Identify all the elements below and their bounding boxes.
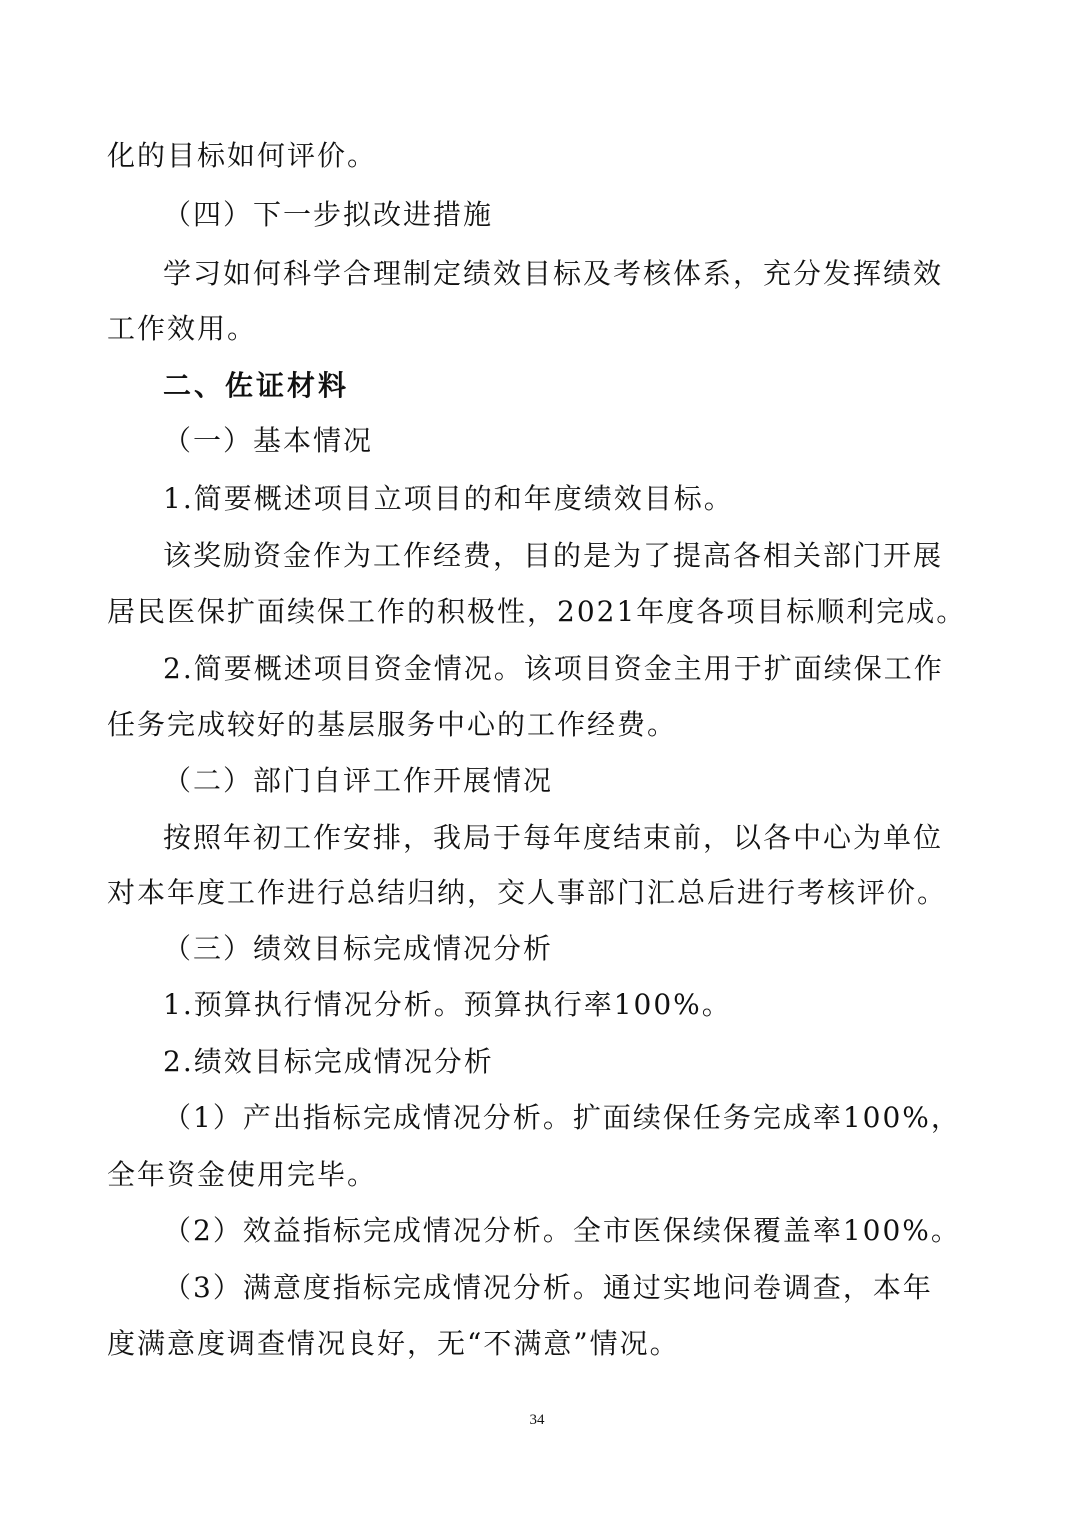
section-subheading: （二）部门自评工作开展情况: [163, 764, 554, 797]
paragraph-line: 度满意度调查情况良好，无“不满意”情况。: [107, 1327, 680, 1360]
paragraph-line: （1）产出指标完成情况分析。扩面续保任务完成率100%，: [163, 1101, 961, 1134]
section-heading: 二、佐证材料: [163, 369, 350, 402]
paragraph-line: 2.绩效目标完成情况分析: [163, 1045, 494, 1078]
paragraph-line: （3）满意度指标完成情况分析。通过实地问卷调查，本年: [163, 1271, 933, 1304]
paragraph-line: 1.简要概述项目立项目的和年度绩效目标。: [163, 482, 734, 515]
paragraph-line: 全年资金使用完毕。: [107, 1158, 378, 1191]
paragraph-line: 工作效用。: [107, 312, 258, 345]
paragraph-line: 该奖励资金作为工作经费，目的是为了提高各相关部门开展: [163, 539, 944, 572]
section-subheading: （四）下一步拟改进措施: [163, 198, 494, 231]
paragraph-line: 2.简要概述项目资金情况。该项目资金主用于扩面续保工作: [163, 652, 944, 685]
section-subheading: （三）绩效目标完成情况分析: [163, 932, 554, 965]
paragraph-line: 居民医保扩面续保工作的积极性，2021年度各项目标顺利完成。: [107, 595, 967, 628]
paragraph-line: （2）效益指标完成情况分析。全市医保续保覆盖率100%。: [163, 1214, 961, 1247]
paragraph-line: 1.预算执行情况分析。预算执行率100%。: [163, 988, 732, 1021]
paragraph-line: 化的目标如何评价。: [107, 139, 378, 172]
paragraph-line: 对本年度工作进行总结归纳，交人事部门汇总后进行考核评价。: [107, 876, 948, 909]
section-subheading: （一）基本情况: [163, 424, 374, 457]
paragraph-line: 学习如何科学合理制定绩效目标及考核体系，充分发挥绩效: [163, 257, 944, 290]
paragraph-line: 按照年初工作安排，我局于每年度结束前，以各中心为单位: [163, 821, 944, 854]
page-number: 34: [529, 1412, 545, 1428]
paragraph-line: 任务完成较好的基层服务中心的工作经费。: [107, 708, 678, 741]
